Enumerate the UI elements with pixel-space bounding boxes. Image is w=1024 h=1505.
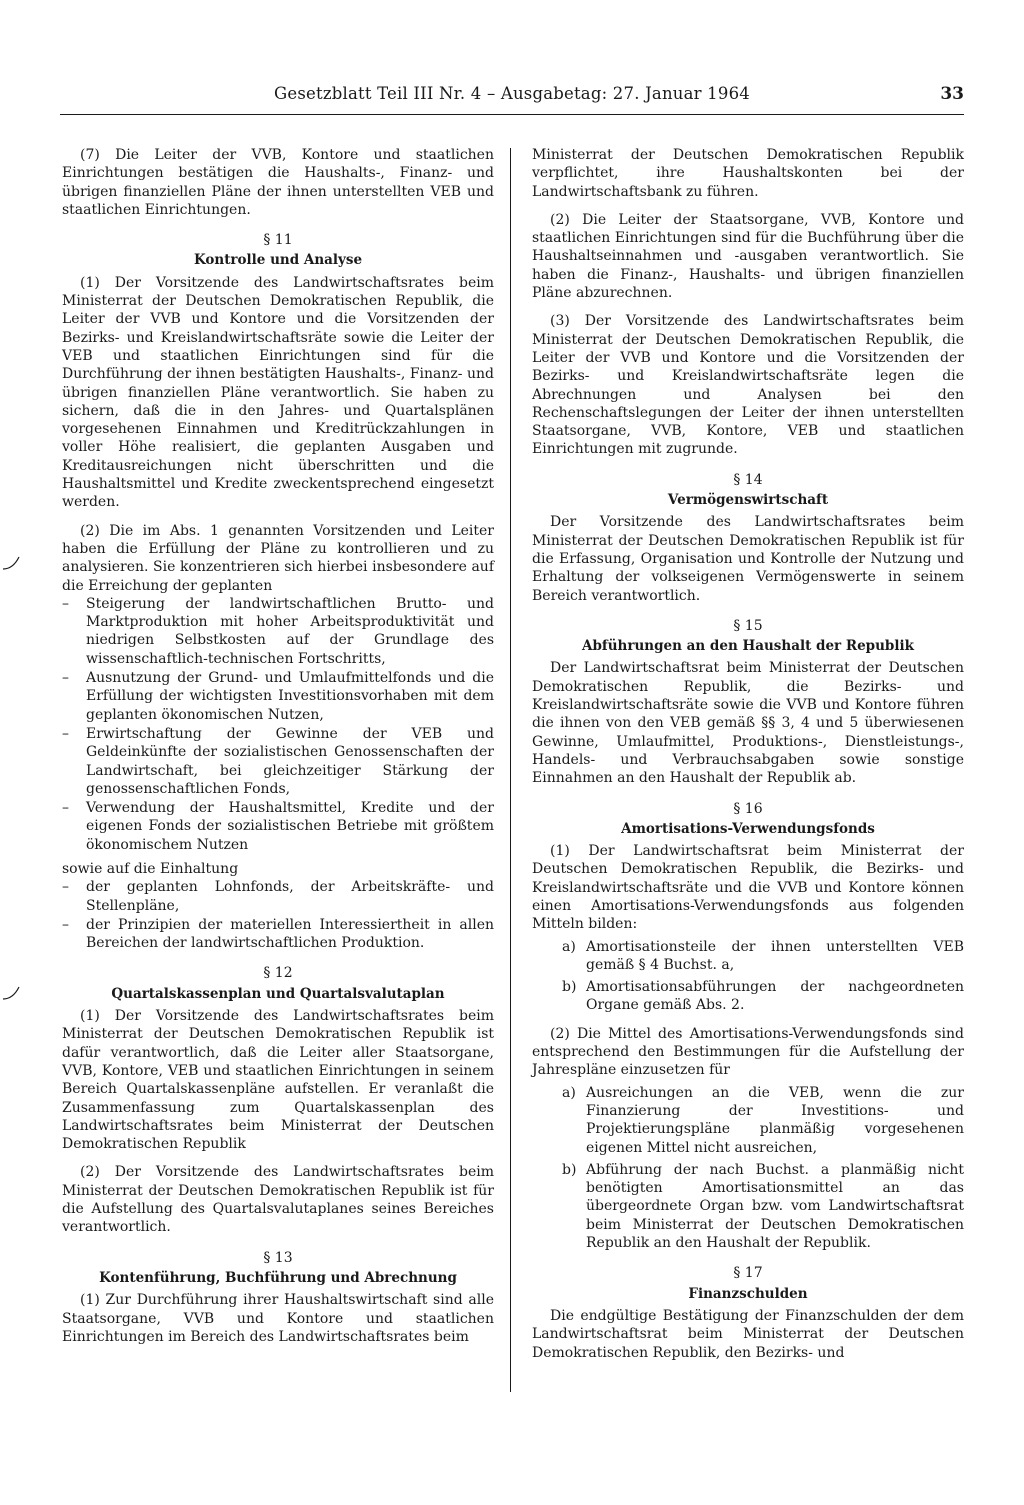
list-item: – Steigerung der landwirtschaftlichen Brutto- und Marktproduktion mit hoher Arbeitsproduktivität und niedrigen Selbstkosten auf der Grundlage des wissenschaftlich-technischen Fortschritts, [62, 595, 494, 668]
section-17-title: Finanzschulden [688, 1285, 808, 1302]
section-13-number: § 13 [263, 1249, 293, 1266]
section-12-paragraph-1: (1) Der Vorsitzende des Landwirtschaftsrates beim Ministerrat der Deutschen Demokratischen Republik ist dafür verantwortlich, daß die Leiter aller Staatsorgane, VVB, Kontore, VEB und staatlichen Einrichtungen in seinem Bereich Quartalskassenpläne aufstellen. Er veranlaßt die Zusammenfassung zum Quartalskassenplan des Landwirtschaftsrates beim Ministerrat der Deutschen Demokratischen Republik [62, 1008, 494, 1153]
section-16-list-1 [532, 938, 964, 1015]
list-item: – der geplanten Lohnfonds, der Arbeitskräfte- und Stellenpläne, [62, 878, 494, 915]
section-13-title: Kontenführung, Buchführung und Abrechnung [99, 1269, 457, 1286]
right-column [532, 146, 964, 1372]
margin-mark-icon [2, 556, 22, 572]
list-item-label: a) [562, 1084, 576, 1101]
list-item [532, 1161, 964, 1252]
list-item [532, 978, 964, 1015]
list-item-label: b) [562, 1161, 577, 1178]
section-13-paragraph-1-continued: Ministerrat der Deutschen Demokratischen Republik verpflichtet, ihre Haushaltskonten bei der Landwirtschaftsbank zu führen. [532, 147, 964, 200]
page-header [60, 84, 964, 120]
section-16-number: § 16 [733, 800, 763, 817]
section-16-paragraph-1: (1) Der Landwirtschaftsrat beim Ministerrat der Deutschen Demokratischen Republik, die Bezirks- und Kreislandwirtschaftsräte und die VVB und Kontore können einen Amortisations-Verwendungsfonds aus folgenden Mitteln bilden: [532, 843, 964, 933]
list-item-label: a) [562, 938, 576, 955]
section-11-paragraph-1: (1) Der Vorsitzende des Landwirtschaftsrates beim Ministerrat der Deutschen Demokratischen Republik, die Leiter der VVB und Kontore und die Vorsitzenden der Bezirks- und Kreislandwirtschaftsräte sowie die Leiter der VEB und staatlichen Einrichtungen sind für die Durchführung der ihnen bestätigten Haushalts-, Finanz- und übrigen finanziellen Pläne verantwortlich. Sie haben zu sichern, daß die in den Jahres- und Quartalsplänen vorgesehenen Einnahmen und Kreditrückzahlungen in voller Höhe realisiert, die geplanten Ausgaben und Kreditausreichungen nicht überschritten und die Haushaltsmittel und Kredite zweckentsprechend eingesetzt werden. [62, 274, 494, 511]
list-item: – Erwirtschaftung der Gewinne der VEB und Geldeinkünfte der sozialistischen Genossenschaften der Landwirtschaft, bei gleichzeitiger Stärkung der genossenschaftlichen Fonds, [62, 725, 494, 798]
section-11-list-2 [62, 878, 494, 952]
section-12-number: § 12 [263, 965, 293, 982]
list-item: – Ausnutzung der Grund- und Umlaufmittelfonds und die Erfüllung der wichtigsten Investitionsvorhaben mit dem geplanten ökonomischen Nutzen, [62, 669, 494, 724]
margin-mark-icon [2, 986, 22, 1002]
page-number: 33 [940, 84, 964, 104]
section-12-paragraph-2: (2) Der Vorsitzende des Landwirtschaftsrates beim Ministerrat der Deutschen Demokratischen Republik ist für die Aufstellung des Quartalsvalutaplanes seines Bereiches verantwortlich. [62, 1164, 494, 1236]
section-11-paragraph-2-intro: (2) Die im Abs. 1 genannten Vorsitzenden und Leiter haben die Erfüllung der Pläne zu kontrollieren und zu analysieren. Sie konzentrieren sich hierbei insbesondere auf die Erreichung der geplanten [62, 522, 494, 594]
section-15-title: Abführungen an den Haushalt der Republik [582, 638, 914, 655]
section-11-paragraph-2-mid: sowie auf die Einhaltung [62, 860, 239, 877]
section-13-paragraph-2: (2) Die Leiter der Staatsorgane, VVB, Kontore und staatlichen Einrichtungen sind für die Buchführung über die Haushaltseinnahmen und -ausgaben verantwortlich. Sie haben die Finanz-, Haushalts- und übrigen finanziellen Pläne abzurechnen. [532, 211, 964, 302]
section-14-paragraph: Der Vorsitzende des Landwirtschaftsrates beim Ministerrat der Deutschen Demokratischen Republik ist für die Erfassung, Organisation und Kontrolle der Nutzung und Erhaltung der volkseigenen Vermögenswerte in seinem Bereich verantwortlich. [532, 514, 964, 604]
paragraph-7: (7) Die Leiter der VVB, Kontore und staatlichen Einrichtungen bestätigen die Haushalts-, Finanz- und übrigen finanziellen Pläne der ihnen unterstellten VEB und staatlichen Einrichtungen. [62, 147, 494, 218]
section-13-paragraph-1: (1) Zur Durchführung ihrer Haushaltswirtschaft sind alle Staatsorgane, VVB und Kontore und staatlichen Einrichtungen im Bereich des Landwirtschaftsrates beim [62, 1292, 494, 1345]
list-item-text: Amortisationsteile der ihnen unterstellten VEB gemäß § 4 Buchst. a, [586, 938, 964, 973]
list-item-text: Amortisationsabführungen der nachgeordneten Organe gemäß Abs. 2. [586, 979, 964, 1014]
section-11-number: § 11 [263, 232, 293, 249]
section-15-paragraph: Der Landwirtschaftsrat beim Ministerrat der Deutschen Demokratischen Republik, die Bezirks- und Kreislandwirtschaftsräte sowie die VVB und Kontore führen die ihnen von den VEB gemäß §§ 3, 4 und 5 überwiesenen Gewinne, Umlaufmittel, Produktions-, Dienstleistungs-, Handels- und Verbrauchsabgaben sowie sonstige Einnahmen an den Haushalt der Republik ab. [532, 660, 964, 787]
section-16-title: Amortisations-Verwendungsfonds [621, 820, 875, 837]
header-title: Gesetzblatt Teil III Nr. 4 – Ausgabetag: 27. Januar 1964 [274, 84, 750, 103]
section-14-title: Vermögenswirtschaft [667, 492, 829, 509]
column-divider [510, 148, 511, 1392]
list-item-text: Ausreichungen an die VEB, wenn die zur Finanzierung der Investitions- und Projektierungspläne planmäßig vorgesehenen eigenen Mittel nicht ausreichen, [586, 1084, 964, 1156]
list-item: – Verwendung der Haushaltsmittel, Kredite und der eigenen Fonds der sozialistischen Betriebe mit größtem ökonomischem Nutzen [62, 799, 494, 854]
section-15-number: § 15 [733, 617, 763, 634]
section-16-list-2 [532, 1084, 964, 1253]
section-13-paragraph-3: (3) Der Vorsitzende des Landwirtschaftsrates beim Ministerrat der Deutschen Demokratischen Republik, die Leiter der VVB und Kontore und die Vorsitzenden der Bezirks- und Kreislandwirtschaftsräte legen die Abrechnungen und Analysen bei den Rechenschaftslegungen der Leiter der ihnen unterstellten Staatsorgane, VVB, Kontore, VEB und staatlichen Einrichtungen mit zugrunde. [532, 313, 964, 458]
header-rule [60, 114, 964, 115]
left-column [62, 146, 494, 1356]
section-14-number: § 14 [733, 471, 763, 488]
section-11-list-1 [62, 595, 494, 854]
list-item [532, 1084, 964, 1157]
section-16-paragraph-2: (2) Die Mittel des Amortisations-Verwendungsfonds sind entsprechend den Bestimmungen für die Aufstellung der Jahrespläne einzusetzen für [532, 1025, 964, 1079]
list-item-text: Abführung der nach Buchst. a planmäßig nicht benötigten Amortisationsmittel an das übergeordnete Organ bzw. vom Landwirtschaftsrat beim Ministerrat der Deutschen Demokratischen Republik an den Haushalt der Republik. [586, 1161, 964, 1252]
section-12-title: Quartalskassenplan und Quartalsvalutaplan [111, 985, 445, 1002]
section-17-number: § 17 [733, 1265, 763, 1282]
section-11-title: Kontrolle und Analyse [193, 252, 363, 269]
section-17-paragraph: Die endgültige Bestätigung der Finanzschulden der dem Landwirtschaftsrat beim Ministerrat der Deutschen Demokratischen Republik, den Bezirks- und [532, 1307, 964, 1361]
list-item: – der Prinzipien der materiellen Interessiertheit in allen Bereichen der landwirtschaftlichen Produktion. [62, 916, 494, 953]
list-item [532, 938, 964, 975]
list-item-label: b) [562, 979, 577, 996]
